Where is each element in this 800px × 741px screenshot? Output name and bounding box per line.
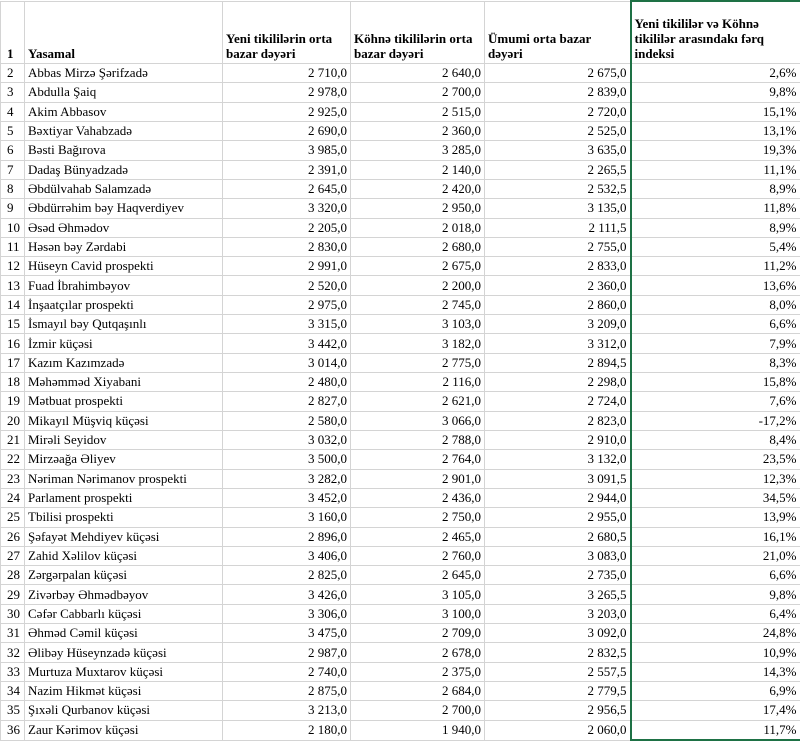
- cell-old-value[interactable]: 2 764,0: [351, 450, 485, 469]
- cell-total-value[interactable]: 3 135,0: [485, 199, 631, 218]
- cell-total-value[interactable]: 2 675,0: [485, 64, 631, 83]
- cell-old-value[interactable]: 2 684,0: [351, 682, 485, 701]
- cell-old-value[interactable]: 2 680,0: [351, 237, 485, 256]
- table-row: [1, 701, 800, 720]
- cell-new-value[interactable]: 2 180,0: [223, 720, 351, 740]
- table-row: [1, 141, 800, 160]
- row-number[interactable]: 8: [1, 179, 25, 198]
- table-row: [1, 373, 800, 392]
- table-row: [1, 199, 800, 218]
- cell-old-value[interactable]: 2 200,0: [351, 276, 485, 295]
- cell-old-value[interactable]: 2 465,0: [351, 527, 485, 546]
- cell-street-name[interactable]: Fuad İbrahimbəyov: [25, 276, 223, 295]
- table-row: [1, 546, 800, 565]
- cell-street-name[interactable]: Abbas Mirzə Şərifzadə: [25, 64, 223, 83]
- row-number[interactable]: 16: [1, 334, 25, 353]
- cell-diff-index[interactable]: 10,9%: [631, 643, 800, 662]
- row-number[interactable]: 25: [1, 508, 25, 527]
- table-row: [1, 527, 800, 546]
- cell-street-name[interactable]: Əbdülvahab Salamzadə: [25, 179, 223, 198]
- row-number[interactable]: 1: [1, 1, 25, 64]
- cell-diff-index[interactable]: 34,5%: [631, 488, 800, 507]
- cell-diff-index[interactable]: 11,8%: [631, 199, 800, 218]
- cell-new-value[interactable]: 2 690,0: [223, 121, 351, 140]
- cell-old-value[interactable]: 2 116,0: [351, 373, 485, 392]
- cell-street-name[interactable]: Parlament prospekti: [25, 488, 223, 507]
- table-row: [1, 624, 800, 643]
- table-row: [1, 643, 800, 662]
- cell-diff-index[interactable]: 9,8%: [631, 83, 800, 102]
- cell-old-value[interactable]: 3 100,0: [351, 604, 485, 623]
- cell-street-name[interactable]: Əhməd Cəmil küçəsi: [25, 624, 223, 643]
- cell-diff-index[interactable]: 8,9%: [631, 179, 800, 198]
- table-row: [1, 179, 800, 198]
- row-number[interactable]: 3: [1, 83, 25, 102]
- cell-diff-index[interactable]: 6,6%: [631, 315, 800, 334]
- cell-street-name[interactable]: Cəfər Cabbarlı küçəsi: [25, 604, 223, 623]
- cell-new-value[interactable]: 2 580,0: [223, 411, 351, 430]
- cell-street-name[interactable]: Hüseyn Cavid prospekti: [25, 257, 223, 276]
- cell-street-name[interactable]: İzmir küçəsi: [25, 334, 223, 353]
- cell-total-value[interactable]: 2 779,5: [485, 682, 631, 701]
- row-number[interactable]: 29: [1, 585, 25, 604]
- table-row: [1, 604, 800, 623]
- row-number[interactable]: 34: [1, 682, 25, 701]
- cell-new-value[interactable]: 2 480,0: [223, 373, 351, 392]
- row-number[interactable]: 4: [1, 102, 25, 121]
- cell-old-value[interactable]: 3 105,0: [351, 585, 485, 604]
- cell-old-value[interactable]: 2 515,0: [351, 102, 485, 121]
- cell-diff-index[interactable]: 6,6%: [631, 566, 800, 585]
- cell-old-value[interactable]: 2 950,0: [351, 199, 485, 218]
- table-row: [1, 237, 800, 256]
- cell-street-name[interactable]: Əbdürrəhim bəy Haqverdiyev: [25, 199, 223, 218]
- cell-diff-index[interactable]: 11,7%: [631, 720, 800, 740]
- row-number[interactable]: 27: [1, 546, 25, 565]
- cell-diff-index[interactable]: 21,0%: [631, 546, 800, 565]
- cell-total-value[interactable]: 3 083,0: [485, 546, 631, 565]
- cell-new-value[interactable]: 3 032,0: [223, 430, 351, 449]
- cell-new-value[interactable]: 3 475,0: [223, 624, 351, 643]
- cell-street-name[interactable]: Mirzəağa Əliyev: [25, 450, 223, 469]
- cell-street-name[interactable]: Həsən bəy Zərdabi: [25, 237, 223, 256]
- row-number[interactable]: 19: [1, 392, 25, 411]
- table-row: [1, 83, 800, 102]
- cell-new-value[interactable]: 2 827,0: [223, 392, 351, 411]
- cell-new-value[interactable]: 2 825,0: [223, 566, 351, 585]
- cell-street-name[interactable]: Mirəli Seyidov: [25, 430, 223, 449]
- table-row: [1, 315, 800, 334]
- cell-new-value[interactable]: 3 452,0: [223, 488, 351, 507]
- cell-old-value[interactable]: 2 788,0: [351, 430, 485, 449]
- cell-old-value[interactable]: 2 640,0: [351, 64, 485, 83]
- cell-total-value[interactable]: 2 944,0: [485, 488, 631, 507]
- row-number[interactable]: 7: [1, 160, 25, 179]
- cell-total-value[interactable]: 3 265,5: [485, 585, 631, 604]
- cell-street-name[interactable]: Bəxtiyar Vahabzadə: [25, 121, 223, 140]
- cell-total-value[interactable]: 3 091,5: [485, 469, 631, 488]
- cell-old-value[interactable]: 2 675,0: [351, 257, 485, 276]
- cell-new-value[interactable]: 2 978,0: [223, 83, 351, 102]
- cell-street-name[interactable]: Kazım Kazımzadə: [25, 353, 223, 372]
- cell-new-value[interactable]: 3 500,0: [223, 450, 351, 469]
- cell-new-value[interactable]: 3 315,0: [223, 315, 351, 334]
- cell-new-value[interactable]: 3 014,0: [223, 353, 351, 372]
- cell-old-value[interactable]: 2 901,0: [351, 469, 485, 488]
- row-number[interactable]: 21: [1, 430, 25, 449]
- cell-total-value[interactable]: 2 833,0: [485, 257, 631, 276]
- cell-new-value[interactable]: 3 406,0: [223, 546, 351, 565]
- cell-diff-index[interactable]: 12,3%: [631, 469, 800, 488]
- cell-old-value[interactable]: 2 700,0: [351, 701, 485, 720]
- cell-diff-index[interactable]: 8,0%: [631, 295, 800, 314]
- table-row: [1, 585, 800, 604]
- cell-diff-index[interactable]: 6,9%: [631, 682, 800, 701]
- cell-diff-index[interactable]: 13,6%: [631, 276, 800, 295]
- table-row: [1, 392, 800, 411]
- cell-old-value[interactable]: 2 750,0: [351, 508, 485, 527]
- cell-total-value[interactable]: 2 724,0: [485, 392, 631, 411]
- cell-street-name[interactable]: Murtuza Muxtarov küçəsi: [25, 662, 223, 681]
- cell-old-value[interactable]: 2 436,0: [351, 488, 485, 507]
- header-cell-diff[interactable]: Yeni tikililər və Köhnə tikililər arasındakı fərq indeksi: [631, 1, 800, 64]
- cell-total-value[interactable]: 3 203,0: [485, 604, 631, 623]
- cell-diff-index[interactable]: 15,8%: [631, 373, 800, 392]
- cell-diff-index[interactable]: 15,1%: [631, 102, 800, 121]
- table-row: [1, 160, 800, 179]
- cell-diff-index[interactable]: 7,9%: [631, 334, 800, 353]
- cell-new-value[interactable]: 3 213,0: [223, 701, 351, 720]
- cell-total-value[interactable]: 3 132,0: [485, 450, 631, 469]
- cell-new-value[interactable]: 2 645,0: [223, 179, 351, 198]
- row-number[interactable]: 22: [1, 450, 25, 469]
- cell-old-value[interactable]: 2 375,0: [351, 662, 485, 681]
- cell-total-value[interactable]: 2 298,0: [485, 373, 631, 392]
- table-row: [1, 257, 800, 276]
- cell-street-name[interactable]: Əsəd Əhmədov: [25, 218, 223, 237]
- table-row: [1, 430, 800, 449]
- cell-diff-index[interactable]: 8,9%: [631, 218, 800, 237]
- cell-total-value[interactable]: 2 955,0: [485, 508, 631, 527]
- row-number[interactable]: 30: [1, 604, 25, 623]
- cell-total-value[interactable]: 2 823,0: [485, 411, 631, 430]
- cell-total-value[interactable]: 3 209,0: [485, 315, 631, 334]
- table-row: [1, 334, 800, 353]
- cell-new-value[interactable]: 2 520,0: [223, 276, 351, 295]
- cell-street-name[interactable]: Zaur Kərimov küçəsi: [25, 720, 223, 740]
- cell-total-value[interactable]: 3 635,0: [485, 141, 631, 160]
- cell-total-value[interactable]: 2 557,5: [485, 662, 631, 681]
- cell-street-name[interactable]: Abdulla Şaiq: [25, 83, 223, 102]
- cell-street-name[interactable]: Zivərbəy Əhmədbəyov: [25, 585, 223, 604]
- cell-street-name[interactable]: Şıxəli Qurbanov küçəsi: [25, 701, 223, 720]
- cell-total-value[interactable]: 3 312,0: [485, 334, 631, 353]
- cell-diff-index[interactable]: 19,3%: [631, 141, 800, 160]
- cell-new-value[interactable]: 2 875,0: [223, 682, 351, 701]
- row-number[interactable]: 24: [1, 488, 25, 507]
- row-number[interactable]: 23: [1, 469, 25, 488]
- cell-new-value[interactable]: 2 925,0: [223, 102, 351, 121]
- row-number[interactable]: 15: [1, 315, 25, 334]
- cell-street-name[interactable]: Zərgərpalan küçəsi: [25, 566, 223, 585]
- cell-diff-index[interactable]: 16,1%: [631, 527, 800, 546]
- row-number[interactable]: 5: [1, 121, 25, 140]
- cell-street-name[interactable]: Zahid Xəlilov küçəsi: [25, 546, 223, 565]
- cell-new-value[interactable]: 3 442,0: [223, 334, 351, 353]
- table-row: [1, 276, 800, 295]
- cell-diff-index[interactable]: 9,8%: [631, 585, 800, 604]
- cell-street-name[interactable]: Nəriman Nərimanov prospekti: [25, 469, 223, 488]
- header-cell-total[interactable]: Ümumi orta bazar dəyəri: [485, 1, 631, 64]
- row-number[interactable]: 35: [1, 701, 25, 720]
- table-row: [1, 64, 800, 83]
- cell-total-value[interactable]: 2 839,0: [485, 83, 631, 102]
- cell-new-value[interactable]: 3 282,0: [223, 469, 351, 488]
- cell-new-value[interactable]: 3 306,0: [223, 604, 351, 623]
- cell-old-value[interactable]: 2 018,0: [351, 218, 485, 237]
- header-cell-new[interactable]: Yeni tikililərin orta bazar dəyəri: [223, 1, 351, 64]
- cell-total-value[interactable]: 2 680,5: [485, 527, 631, 546]
- cell-diff-index[interactable]: 17,4%: [631, 701, 800, 720]
- cell-street-name[interactable]: İnşaatçılar prospekti: [25, 295, 223, 314]
- cell-diff-index[interactable]: 6,4%: [631, 604, 800, 623]
- cell-total-value[interactable]: 2 755,0: [485, 237, 631, 256]
- row-number[interactable]: 11: [1, 237, 25, 256]
- table-row: [1, 450, 800, 469]
- row-number[interactable]: 32: [1, 643, 25, 662]
- cell-street-name[interactable]: Məhəmməd Xiyabani: [25, 373, 223, 392]
- cell-diff-index[interactable]: 24,8%: [631, 624, 800, 643]
- row-number[interactable]: 10: [1, 218, 25, 237]
- cell-street-name[interactable]: Nazim Hikmət küçəsi: [25, 682, 223, 701]
- header-row: [1, 1, 800, 64]
- cell-street-name[interactable]: Şəfayət Mehdiyev küçəsi: [25, 527, 223, 546]
- cell-total-value[interactable]: 2 910,0: [485, 430, 631, 449]
- table-row: [1, 411, 800, 430]
- cell-street-name[interactable]: Dadaş Bünyadzadə: [25, 160, 223, 179]
- cell-total-value[interactable]: 2 525,0: [485, 121, 631, 140]
- cell-diff-index[interactable]: -17,2%: [631, 411, 800, 430]
- cell-total-value[interactable]: 2 832,5: [485, 643, 631, 662]
- cell-diff-index[interactable]: 7,6%: [631, 392, 800, 411]
- cell-old-value[interactable]: 2 745,0: [351, 295, 485, 314]
- cell-new-value[interactable]: 3 160,0: [223, 508, 351, 527]
- cell-old-value[interactable]: 2 700,0: [351, 83, 485, 102]
- cell-total-value[interactable]: 2 860,0: [485, 295, 631, 314]
- cell-total-value[interactable]: 3 092,0: [485, 624, 631, 643]
- cell-new-value[interactable]: 2 975,0: [223, 295, 351, 314]
- row-number[interactable]: 13: [1, 276, 25, 295]
- cell-street-name[interactable]: İsmayıl bəy Qutqaşınlı: [25, 315, 223, 334]
- table-row: [1, 353, 800, 372]
- cell-diff-index[interactable]: 11,1%: [631, 160, 800, 179]
- cell-old-value[interactable]: 1 940,0: [351, 720, 485, 740]
- cell-old-value[interactable]: 3 066,0: [351, 411, 485, 430]
- cell-street-name[interactable]: Əlibəy Hüseynzadə küçəsi: [25, 643, 223, 662]
- cell-old-value[interactable]: 2 709,0: [351, 624, 485, 643]
- cell-diff-index[interactable]: 8,4%: [631, 430, 800, 449]
- table-row: [1, 121, 800, 140]
- cell-new-value[interactable]: 2 830,0: [223, 237, 351, 256]
- cell-street-name[interactable]: Mikayıl Müşviq küçəsi: [25, 411, 223, 430]
- cell-street-name[interactable]: Mətbuat prospekti: [25, 392, 223, 411]
- cell-diff-index[interactable]: 14,3%: [631, 662, 800, 681]
- table-row: [1, 488, 800, 507]
- cell-new-value[interactable]: 2 710,0: [223, 64, 351, 83]
- cell-street-name[interactable]: Akim Abbasov: [25, 102, 223, 121]
- cell-total-value[interactable]: 2 735,0: [485, 566, 631, 585]
- row-number[interactable]: 26: [1, 527, 25, 546]
- cell-diff-index[interactable]: 11,2%: [631, 257, 800, 276]
- cell-old-value[interactable]: 2 760,0: [351, 546, 485, 565]
- table-row: [1, 682, 800, 701]
- cell-total-value[interactable]: 2 060,0: [485, 720, 631, 740]
- row-number[interactable]: 28: [1, 566, 25, 585]
- cell-diff-index[interactable]: 13,1%: [631, 121, 800, 140]
- cell-new-value[interactable]: 3 985,0: [223, 141, 351, 160]
- cell-diff-index[interactable]: 13,9%: [631, 508, 800, 527]
- cell-old-value[interactable]: 3 285,0: [351, 141, 485, 160]
- cell-total-value[interactable]: 2 720,0: [485, 102, 631, 121]
- table-row: [1, 662, 800, 681]
- cell-old-value[interactable]: 2 360,0: [351, 121, 485, 140]
- cell-total-value[interactable]: 2 894,5: [485, 353, 631, 372]
- cell-new-value[interactable]: 2 987,0: [223, 643, 351, 662]
- cell-street-name[interactable]: Bəsti Bağırova: [25, 141, 223, 160]
- cell-total-value[interactable]: 2 532,5: [485, 179, 631, 198]
- table-row: [1, 218, 800, 237]
- cell-old-value[interactable]: 3 182,0: [351, 334, 485, 353]
- cell-new-value[interactable]: 2 896,0: [223, 527, 351, 546]
- cell-old-value[interactable]: 2 775,0: [351, 353, 485, 372]
- cell-old-value[interactable]: 2 645,0: [351, 566, 485, 585]
- cell-total-value[interactable]: 2 956,5: [485, 701, 631, 720]
- cell-diff-index[interactable]: 23,5%: [631, 450, 800, 469]
- cell-street-name[interactable]: Tbilisi prospekti: [25, 508, 223, 527]
- table-row: [1, 102, 800, 121]
- header-cell-name[interactable]: Yasamal: [25, 1, 223, 64]
- cell-old-value[interactable]: 2 678,0: [351, 643, 485, 662]
- cell-new-value[interactable]: 2 205,0: [223, 218, 351, 237]
- cell-old-value[interactable]: 2 420,0: [351, 179, 485, 198]
- cell-total-value[interactable]: 2 360,0: [485, 276, 631, 295]
- row-number[interactable]: 14: [1, 295, 25, 314]
- table-row: [1, 566, 800, 585]
- table-row: [1, 720, 800, 740]
- row-number[interactable]: 36: [1, 720, 25, 740]
- cell-new-value[interactable]: 3 320,0: [223, 199, 351, 218]
- cell-old-value[interactable]: 3 103,0: [351, 315, 485, 334]
- cell-total-value[interactable]: 2 265,5: [485, 160, 631, 179]
- cell-total-value[interactable]: 2 111,5: [485, 218, 631, 237]
- cell-diff-index[interactable]: 2,6%: [631, 64, 800, 83]
- cell-new-value[interactable]: 2 740,0: [223, 662, 351, 681]
- table-row: [1, 295, 800, 314]
- cell-diff-index[interactable]: 5,4%: [631, 237, 800, 256]
- header-cell-old[interactable]: Köhnə tikililərin orta bazar dəyəri: [351, 1, 485, 64]
- row-number[interactable]: 17: [1, 353, 25, 372]
- row-number[interactable]: 9: [1, 199, 25, 218]
- row-number[interactable]: 6: [1, 141, 25, 160]
- cell-new-value[interactable]: 3 426,0: [223, 585, 351, 604]
- row-number[interactable]: 18: [1, 373, 25, 392]
- row-number[interactable]: 20: [1, 411, 25, 430]
- cell-diff-index[interactable]: 8,3%: [631, 353, 800, 372]
- cell-new-value[interactable]: 2 391,0: [223, 160, 351, 179]
- table-row: [1, 508, 800, 527]
- row-number[interactable]: 31: [1, 624, 25, 643]
- cell-new-value[interactable]: 2 991,0: [223, 257, 351, 276]
- row-number[interactable]: 33: [1, 662, 25, 681]
- cell-old-value[interactable]: 2 140,0: [351, 160, 485, 179]
- row-number[interactable]: 2: [1, 64, 25, 83]
- table-row: [1, 469, 800, 488]
- cell-old-value[interactable]: 2 621,0: [351, 392, 485, 411]
- row-number[interactable]: 12: [1, 257, 25, 276]
